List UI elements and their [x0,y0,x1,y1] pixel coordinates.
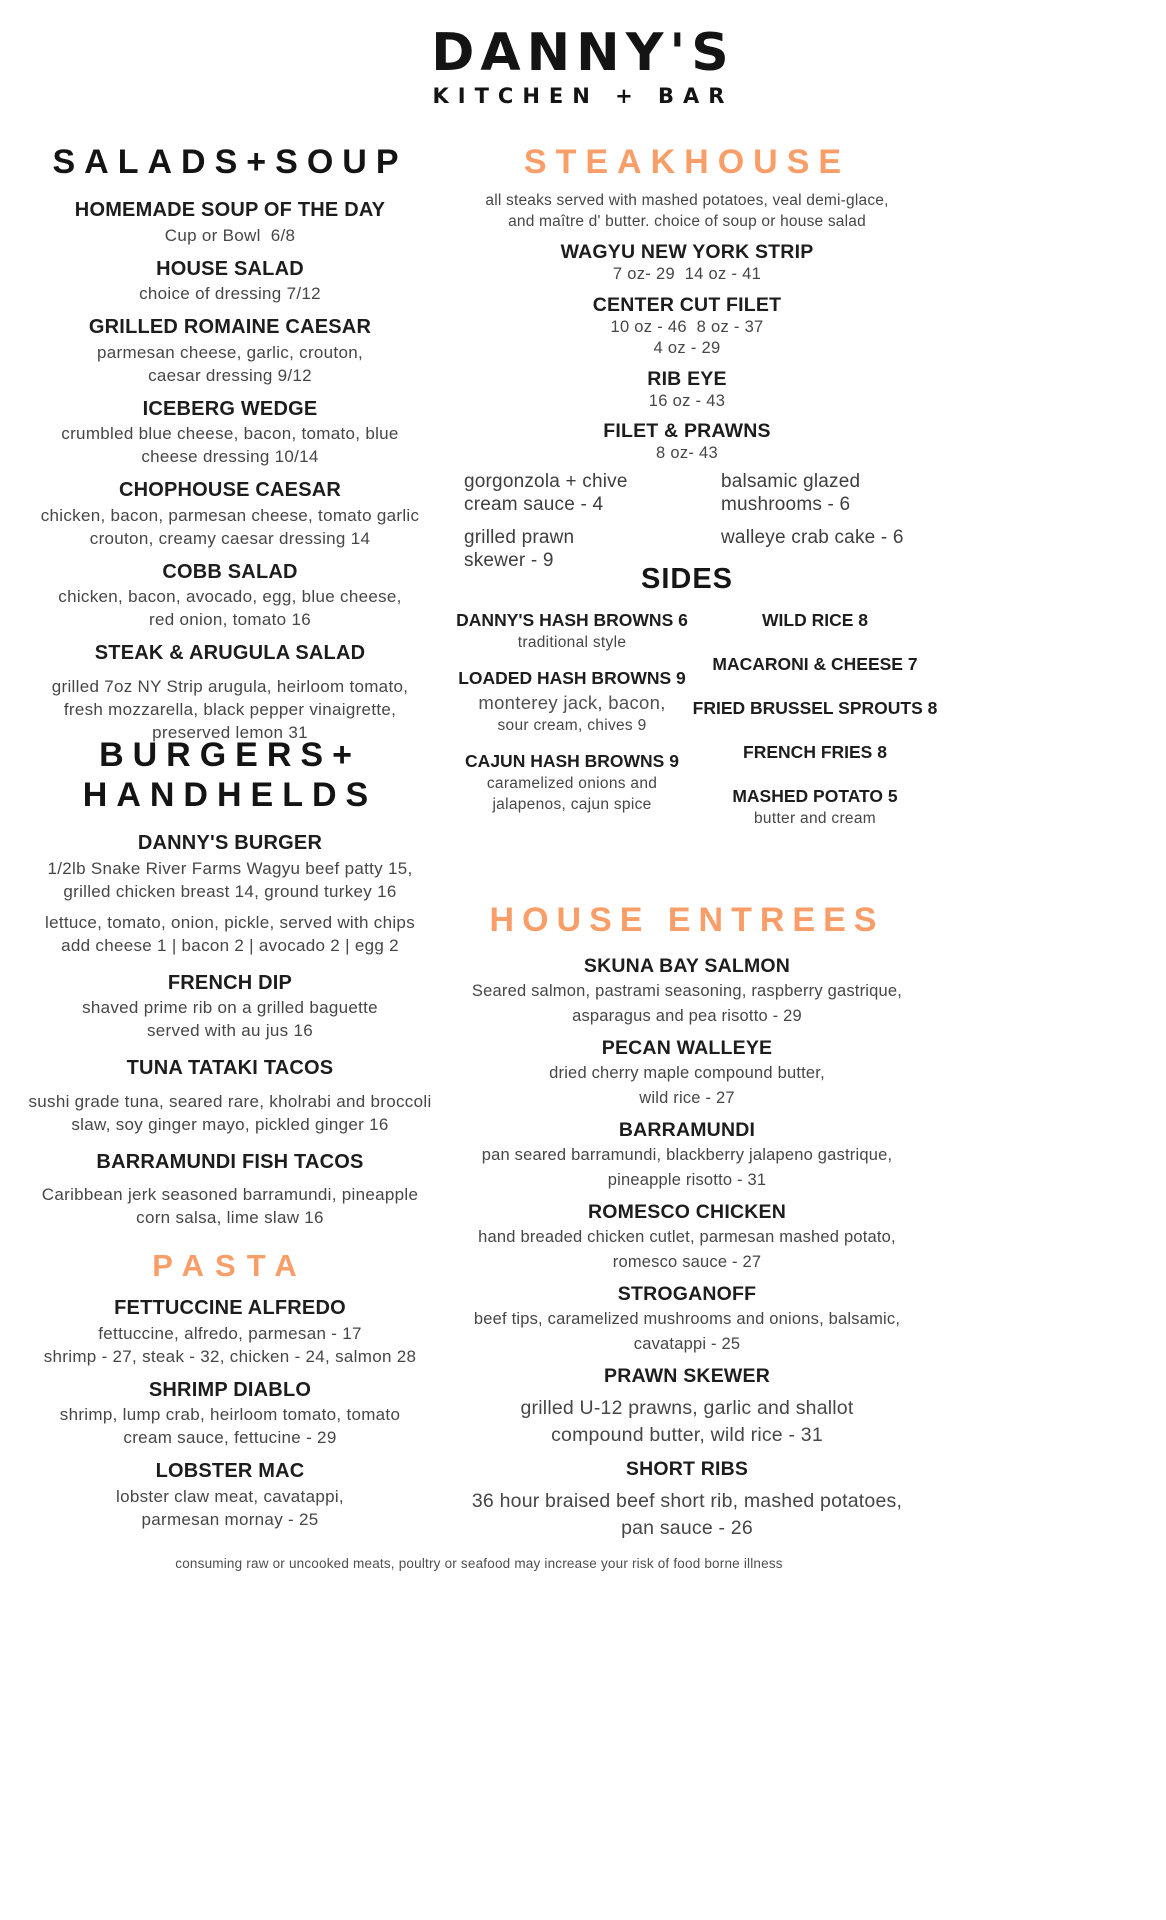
menu-item-desc [452,1225,922,1274]
menu-item [452,1200,922,1274]
menu-item [692,784,938,829]
menu-item-desc [452,317,922,360]
menu-item-line: monterey jack, bacon, [478,692,666,713]
menu-item-name: GRILLED ROMAINE CAESAR [88,316,372,338]
menu-item-name: TUNA TATAKI TACOS [126,1057,334,1079]
menu-item-desc [12,1322,448,1368]
steak-addon [464,470,687,516]
menu-item-line: 8 oz- 43 [655,444,719,462]
menu-item-line: red onion, tomato 16 [149,610,311,629]
menu-item-line: caramelized onions and [486,775,658,792]
menu-item-line: grilled 7oz NY Strip arugula, heirloom tomato, [51,676,409,696]
menu-item-line: preserved lemon 31 [152,722,308,742]
menu-item-line: 4 oz - 29 [653,339,721,357]
menu-item-name: WAGYU NEW YORK STRIP [560,241,814,263]
menu-item [452,419,922,465]
menu-item-line: choice of dressing 7/12 [139,284,321,303]
menu-item [12,1378,448,1450]
house-entrees-items [452,954,922,1542]
salads-soup-title: SALADS+SOUP [52,143,408,181]
menu-item-desc [452,1488,922,1542]
salads-soup-items [12,198,448,744]
menu-item-line: jalapenos, cajun spice [492,796,652,813]
menu-item-line: Cup or Bowl 6/8 [164,225,296,245]
menu-item [12,478,448,550]
steak-addon-line: balsamic glazed [721,471,861,492]
menu-item-desc [452,1307,922,1356]
menu-item-desc [12,282,448,305]
steak-addon-line: cream sauce - 4 [464,494,604,515]
menu-item-name: HOMEMADE SOUP OF THE DAY [74,199,386,221]
sides-title: SIDES [640,563,734,595]
menu-item-name: STROGANOFF [617,1283,757,1305]
restaurant-logo [0,23,1166,108]
menu-item-line: grilled U-12 prawns, garlic and shallot [520,1397,854,1419]
section-pasta [12,1247,448,1541]
menu-item-line: chicken, bacon, avocado, egg, blue cheese, [58,587,402,606]
menu-item-line: shaved prime rib on a grilled baguette [82,998,378,1017]
menu-item [12,1150,448,1230]
house-entrees-title: HOUSE ENTREES [489,901,885,939]
menu-item-line: pineapple risotto - 31 [607,1170,767,1189]
menu-item-name: DANNY'S HASH BROWNS 6 [456,610,688,630]
menu-item-line: grilled chicken breast 14, ground turkey 16 [63,881,397,901]
menu-item [692,740,938,764]
menu-item-desc [12,911,448,957]
menu-item-line: fresh mozzarella, black pepper vinaigrette, [63,699,397,719]
menu-item-desc [452,773,692,815]
menu-item-line: cavatappi - 25 [633,1334,741,1353]
menu-item [12,315,448,387]
menu-item-line: fettuccine, alfredo, parmesan - 17 [98,1323,362,1343]
menu-item-name: DANNY'S BURGER [137,832,323,854]
menu-item-name: HOUSE SALAD [156,257,304,280]
burgers-handhelds-title [12,735,448,815]
section-burgers-handhelds [12,735,448,1243]
menu-item-name: BARRAMUNDI FISH TACOS [96,1150,364,1173]
steak-addon-line: gorgonzola + chive [464,471,628,492]
menu-item [692,608,938,632]
menu-item-line: cheese dressing 10/14 [141,447,319,466]
menu-item-line: hand breaded chicken cutlet, parmesan mashed potato, [478,1228,896,1246]
menu-item-desc [12,1183,448,1229]
steakhouse-intro-line-1: all steaks served with mashed potatoes, veal demi-glace, [485,192,889,209]
menu-item-line: wild rice - 27 [639,1088,735,1107]
menu-item-name: MACARONI & CHEESE 7 [712,654,918,674]
menu-item-desc [452,443,922,465]
menu-item-line: cream sauce, fettucine - 29 [123,1428,337,1447]
steakhouse-intro-line-2: and maître d' butter. choice of soup or house salad [508,213,866,230]
burgers-handhelds-items [12,831,448,1229]
menu-item-line: shrimp, lump crab, heirloom tomato, tomato [59,1405,401,1424]
pasta-title: PASTA [152,1248,308,1283]
menu-item-desc [452,1395,922,1449]
menu-item-line: beef tips, caramelized mushrooms and onions, balsamic, [473,1310,901,1328]
menu-item-line: 1/2lb Snake River Farms Wagyu beef patty 15, [47,858,413,878]
section-steakhouse [452,142,922,472]
menu-item [452,954,922,1028]
menu-item [12,397,448,469]
steak-addon-line: mushrooms - 6 [721,494,851,515]
pasta-items [12,1296,448,1531]
menu-item-line: 36 hour braised beef short rib, mashed potatoes, [471,1490,903,1512]
menu-item-desc [12,675,448,744]
menu-item [12,198,448,247]
steak-addon [721,526,922,549]
menu-item-desc [452,1061,922,1110]
menu-item-line: caesar dressing 9/12 [148,365,312,385]
steakhouse-title: STEAKHOUSE [523,143,851,181]
menu-item [452,1282,922,1356]
menu-item-line: asparagus and pea risotto - 29 [572,1006,802,1025]
menu-item-name: RIB EYE [647,367,727,390]
menu-item [452,1457,922,1542]
menu-item-name: SKUNA BAY SALMON [583,955,791,977]
menu-item [12,971,448,1043]
menu-item [452,1118,922,1192]
menu-item-line: served with au jus 16 [147,1021,313,1040]
menu-item-desc [452,632,692,653]
menu-item-name: CHOPHOUSE CAESAR [118,479,342,501]
menu-item-name: FETTUCCINE ALFREDO [114,1297,346,1319]
menu-item-desc [12,224,448,247]
footer-disclaimer: consuming raw or uncooked meats, poultry or seafood may increase your risk of food borne illness [175,1556,783,1571]
steak-addon-line: walleye crab cake - 6 [721,527,904,548]
menu-item-line: parmesan mornay - 25 [141,1509,319,1529]
sides-grid [452,608,938,849]
menu-item-desc [452,264,922,286]
menu-item [12,831,448,957]
menu-item-line: corn salsa, lime slaw 16 [136,1208,324,1227]
menu-item-desc [12,504,448,550]
menu-item-name: BARRAMUNDI [618,1119,756,1141]
menu-item-name: COBB SALAD [162,560,298,583]
burgers-title-line-2: HANDHELDS [82,776,378,814]
menu-item-line: crouton, creamy caesar dressing 14 [89,528,371,548]
steak-addon-line: grilled prawn [464,527,575,548]
menu-item [12,257,448,306]
menu-item-name: STEAK & ARUGULA SALAD [94,642,366,664]
menu-item-name: PRAWN SKEWER [604,1365,770,1387]
menu-item-desc [452,715,692,736]
menu-item [452,1364,922,1449]
menu-item [452,293,922,360]
menu-item-desc [452,1143,922,1192]
menu-item [12,641,448,744]
menu-item-line: chicken, bacon, parmesan cheese, tomato garlic [40,505,420,525]
menu-item-line: romesco sauce - 27 [612,1252,762,1271]
menu-item-line: dried cherry maple compound butter, [549,1064,825,1082]
menu-item-line: lobster claw meat, cavatappi, [116,1486,344,1506]
menu-item [452,608,692,653]
menu-item-line: 16 oz - 43 [648,391,726,410]
menu-item-name: CENTER CUT FILET [592,293,782,316]
menu-item-line: sour cream, chives 9 [497,717,647,734]
menu-item-name: CAJUN HASH BROWNS 9 [465,751,679,771]
section-salads-soup [12,142,448,754]
burgers-title-line-1: BURGERS+ [99,736,361,774]
menu-item-name: LOADED HASH BROWNS 9 [458,668,686,688]
menu-item-name: SHORT RIBS [625,1458,749,1480]
menu-item [692,696,938,720]
menu-item-name: ICEBERG WEDGE [142,397,318,420]
menu-item-name: PECAN WALLEYE [601,1037,773,1059]
steak-addon [721,470,922,516]
logo-subtitle: KITCHEN + BAR [432,83,734,108]
menu-item [692,652,938,676]
menu-item [452,749,692,815]
sides-right-list [692,608,938,849]
section-house-entrees [452,900,922,1550]
menu-item [452,367,922,413]
menu-item-name: SHRIMP DIABLO [148,1378,312,1401]
menu-item-desc [12,996,448,1042]
menu-item-line: crumbled blue cheese, bacon, tomato, blue [61,424,399,443]
menu-item-desc [12,422,448,468]
menu-item-line: add cheese 1 | bacon 2 | avocado 2 | egg 2 [61,935,399,955]
menu-item-line: compound butter, wild rice - 31 [551,1424,823,1446]
menu-item [12,560,448,632]
menu-item-desc [12,341,448,387]
menu-item-desc [452,979,922,1028]
menu-item-desc [12,1090,448,1136]
steakhouse-intro [452,190,922,232]
steak-addon-line: skewer - 9 [464,550,554,571]
menu-item-name: FRENCH DIP [167,971,293,994]
menu-item-name: FRENCH FRIES 8 [743,742,887,762]
menu-item-line: lettuce, tomato, onion, pickle, served with chips [45,912,415,932]
menu-item-line: butter and cream [754,810,876,827]
logo-title: DANNY'S [431,23,735,83]
menu-item [12,1296,448,1368]
menu-item-name: ROMESCO CHICKEN [587,1201,786,1223]
menu-item-line: 7 oz- 29 14 oz - 41 [612,265,762,283]
menu-item-desc [12,1403,448,1449]
menu-item-name: FRIED BRUSSEL SPROUTS 8 [692,698,938,718]
menu-item-name: FILET & PRAWNS [603,420,771,442]
menu-item-desc [12,585,448,631]
menu-item-name: MASHED POTATO 5 [732,786,898,806]
menu-item-line: slaw, soy ginger mayo, pickled ginger 16 [71,1114,389,1134]
menu-item-line: traditional style [517,634,627,651]
menu-item [452,666,692,736]
menu-item [12,1056,448,1136]
menu-item-line: Seared salmon, pastrami seasoning, raspberry gastrique, [471,982,903,1000]
menu-item-line: 10 oz - 46 8 oz - 37 [610,317,764,336]
steakhouse-items [452,240,922,465]
menu-item [452,1036,922,1110]
sides-left-list [452,608,692,849]
section-sides [452,562,938,849]
menu-item-line: parmesan cheese, garlic, crouton, [97,342,363,362]
menu-item-line: shrimp - 27, steak - 32, chicken - 24, salmon 28 [43,1346,417,1366]
menu-item-line: sushi grade tuna, seared rare, kholrabi and broccoli [28,1091,432,1111]
menu-item-desc [452,391,922,413]
menu-item-name: LOBSTER MAC [155,1460,305,1482]
menu-item [12,1459,448,1531]
menu-item-line: Caribbean jerk seasoned barramundi, pineapple [41,1185,419,1204]
menu-item-desc [12,1485,448,1531]
menu-item-desc [12,857,448,903]
menu-item-line: pan sauce - 26 [621,1517,753,1539]
menu-item-desc [692,808,938,829]
menu-item-name: WILD RICE 8 [762,610,868,630]
menu-item-line: pan seared barramundi, blackberry jalapeno gastrique, [481,1146,893,1164]
menu-item [452,240,922,286]
